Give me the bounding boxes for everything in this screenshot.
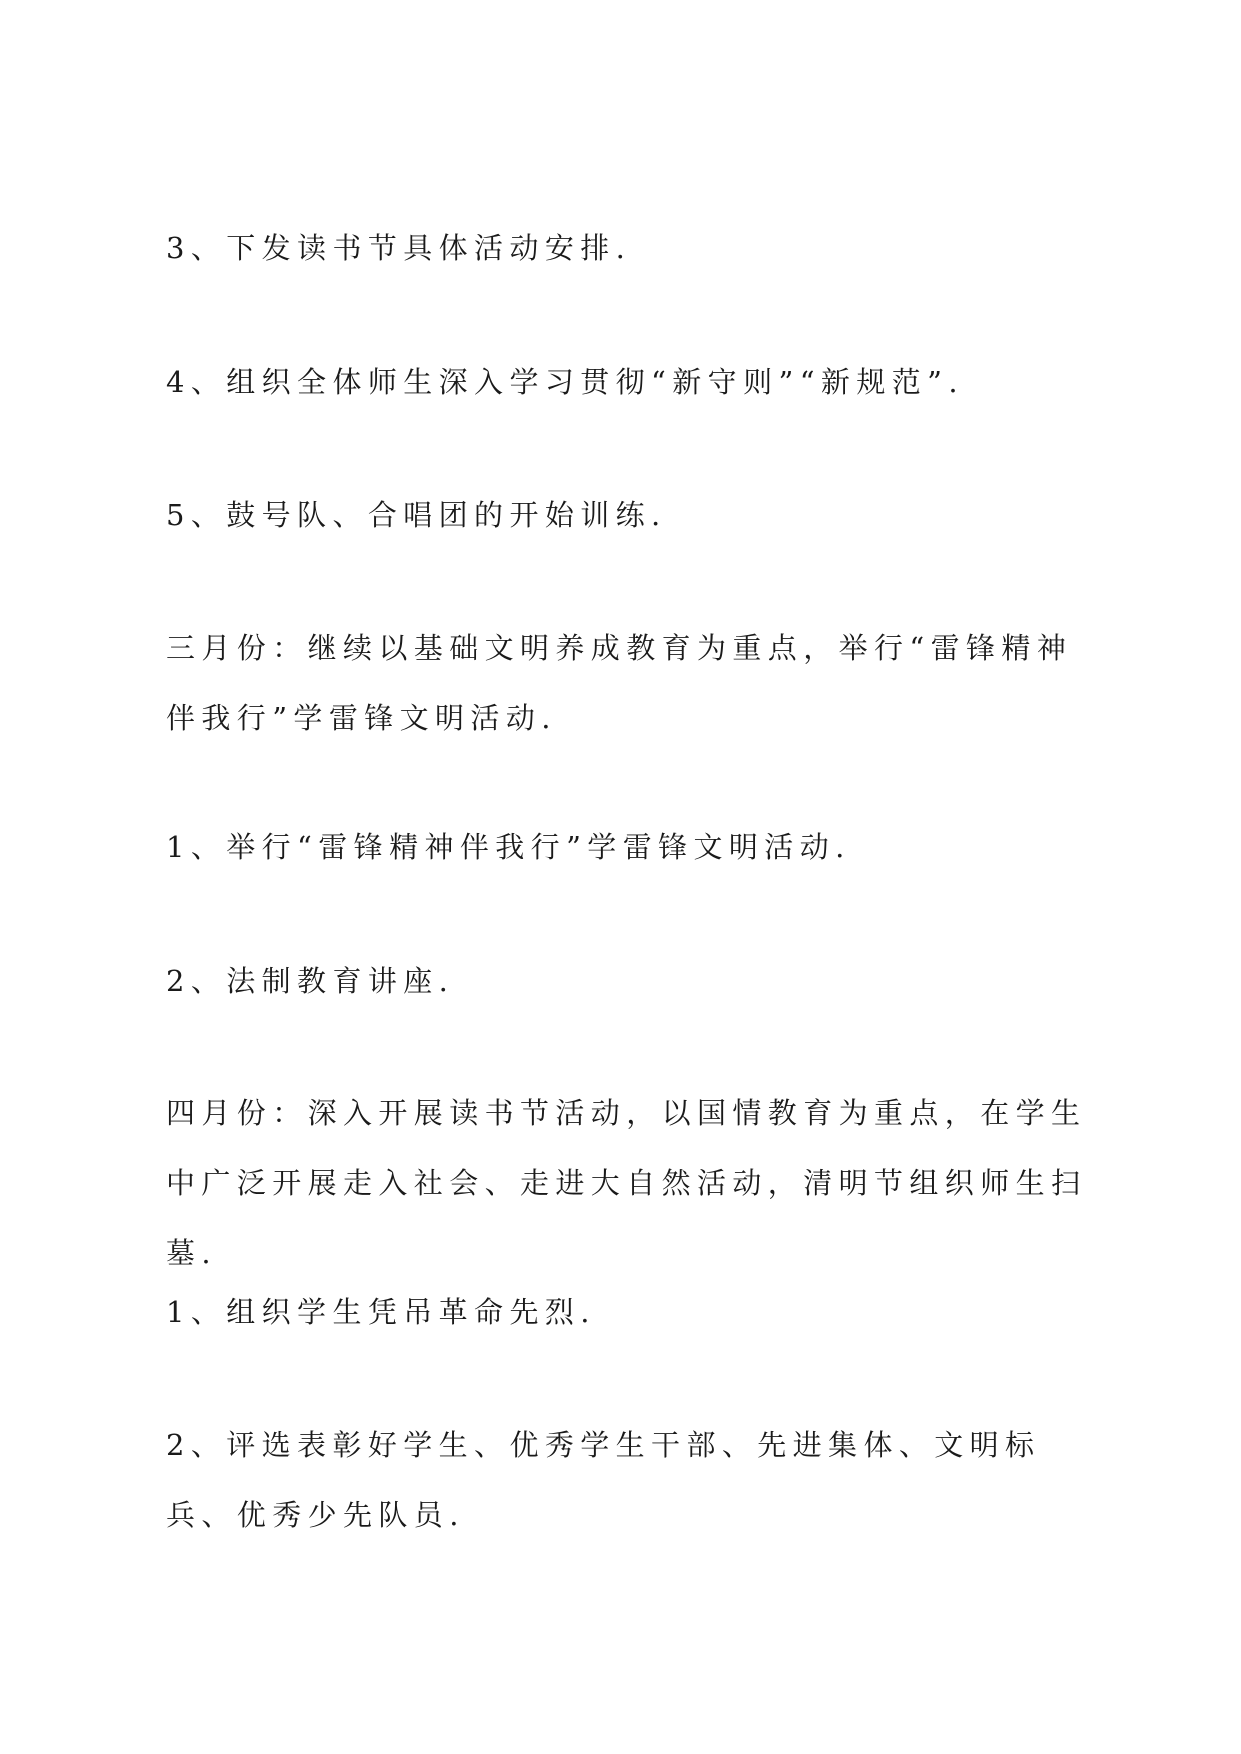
paragraph-march-item-2: 2、法制教育讲座. — [166, 964, 455, 998]
paragraph-item-4: 4、组织全体师生深入学习贯彻“新守则”“新规范”. — [166, 365, 964, 399]
paragraph-april-item-1: 1、组织学生凭吊革命先烈. — [166, 1295, 596, 1329]
paragraph-march-item-1: 1、举行“雷锋精神伴我行”学雷锋文明活动. — [166, 830, 851, 864]
paragraph-april: 四月份：深入开展读书节活动，以国情教育为重点，在学生中广泛开展走入社会、走进大自然活动，清明节组织师生扫墓. — [166, 1096, 1087, 1270]
paragraph-item-3: 3、下发读书节具体活动安排. — [166, 231, 632, 265]
paragraph-april-item-2: 2、评选表彰好学生、优秀学生干部、先进集体、文明标兵、优秀少先队员. — [166, 1428, 1041, 1532]
paragraph-march: 三月份：继续以基础文明养成教育为重点，举行“雷锋精神伴我行”学雷锋文明活动. — [166, 631, 1073, 735]
paragraph-item-5: 5、鼓号队、合唱团的开始训练. — [166, 498, 667, 532]
